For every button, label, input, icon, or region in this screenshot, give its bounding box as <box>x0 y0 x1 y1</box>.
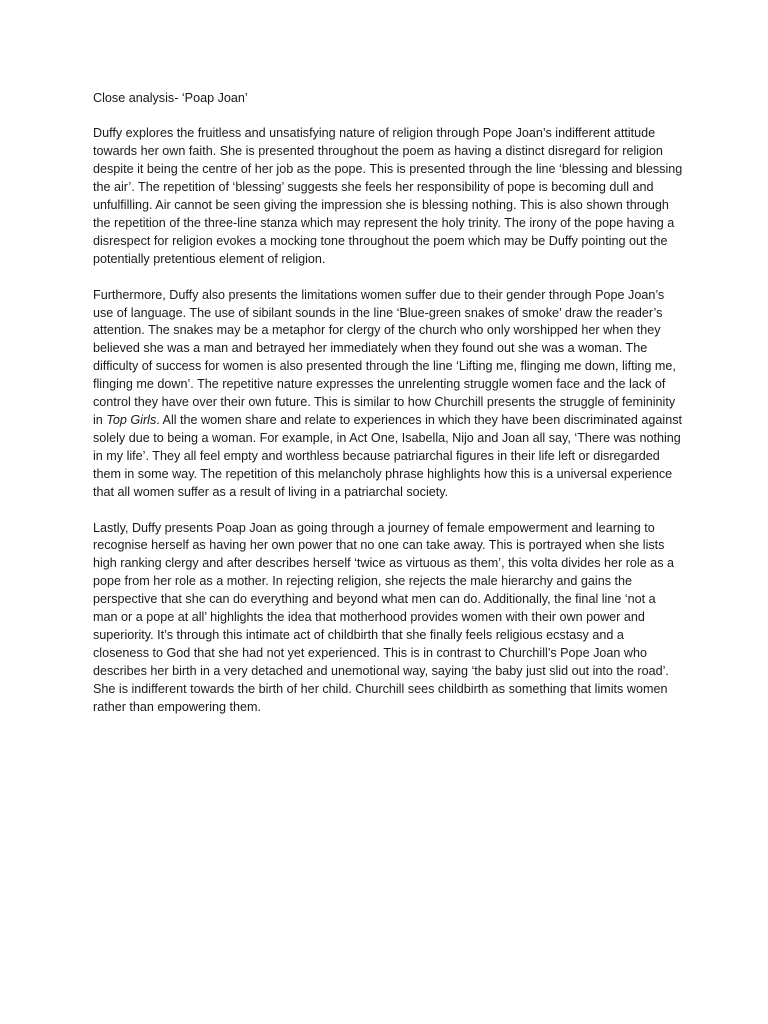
spacer <box>93 502 683 520</box>
document-title: Close analysis- ‘Poap Joan’ <box>93 91 248 105</box>
paragraph-1: Duffy explores the fruitless and unsatisfying nature of religion through Pope Joan’s indifferent attitude towards her own faith. She is presented throughout the poem as having a distinct disregard for religion despite it being the centre of her job as the pope. This is presented through the line ‘blessing and blessing the air’. The repetition of ‘blessing’ suggests she feels her responsibility of pope is becoming dull and unfulfilling. Air cannot be seen giving the impression she is blessing nothing. This is also shown through the repetition of the three-line stanza which may represent the holy trinity. The irony of the pope having a disrespect for religion evokes a mocking tone throughout the poem which may be Duffy pointing out the potentially pretentious element of religion. <box>93 126 683 267</box>
paragraph-2 <box>93 287 683 502</box>
spacer <box>93 108 683 126</box>
paragraph-2-text-a: Furthermore, Duffy also presents the limitations women suffer due to their gender through Pope Joan’s use of language. The use of sibilant sounds in the line ‘Blue-green snakes of smoke’ draw the reader’s attention. The snakes may be a metaphor for clergy of the church who only worshipped her when they believed she was a man and betrayed her immediately when they found out she was a woman. The difficulty of success for women is also presented through the line ‘Lifting me, flinging me down, lifting me, flinging me down’. The repetitive nature expresses the unrelenting struggle women face and the lack of control they have over their own future. This is similar to how Churchill presents the struggle of femininity in <box>93 287 676 428</box>
paragraph-3: Lastly, Duffy presents Poap Joan as going through a journey of female empowerment and learning to recognise herself as having her own power that no one can take away. This is portrayed when she lists high ranking clergy and after describes herself ‘twice as virtuous as them’, this volta divides her role as a pope from her role as a mother. In rejecting religion, she rejects the male hierarchy and gains the perspective that she can do everything and beyond what men can do. Additionally, the final line ‘not a man or a pope at all’ highlights the idea that motherhood provides women with their own power and superiority. It’s through this intimate act of childbirth that she finally feels religious ecstasy and a closeness to God that she had not yet experienced. This is in contrast to Churchill’s Pope Joan who describes her birth in a very detached and unemotional way, saying ‘the baby just slid out into the road’. She is indifferent towards the birth of her child. Churchill sees childbirth as something that limits women rather than empowering them. <box>93 520 674 715</box>
play-title-top-girls: Top Girls <box>106 413 157 428</box>
spacer <box>93 269 683 287</box>
document-page <box>93 90 683 717</box>
paragraph-2-text-b: . All the women share and relate to experiences in which they have been discriminated against solely due to being a woman. For example, in Act One, Isabella, Nijo and Joan all say, ‘There was nothing in my life’. They all feel empty and worthless because patriarchal figures in their life left or disregarded them in some way. The repetition of this melancholy phrase highlights how this is a universal experience that all women suffer as a result of living in a patriarchal society. <box>93 413 682 500</box>
